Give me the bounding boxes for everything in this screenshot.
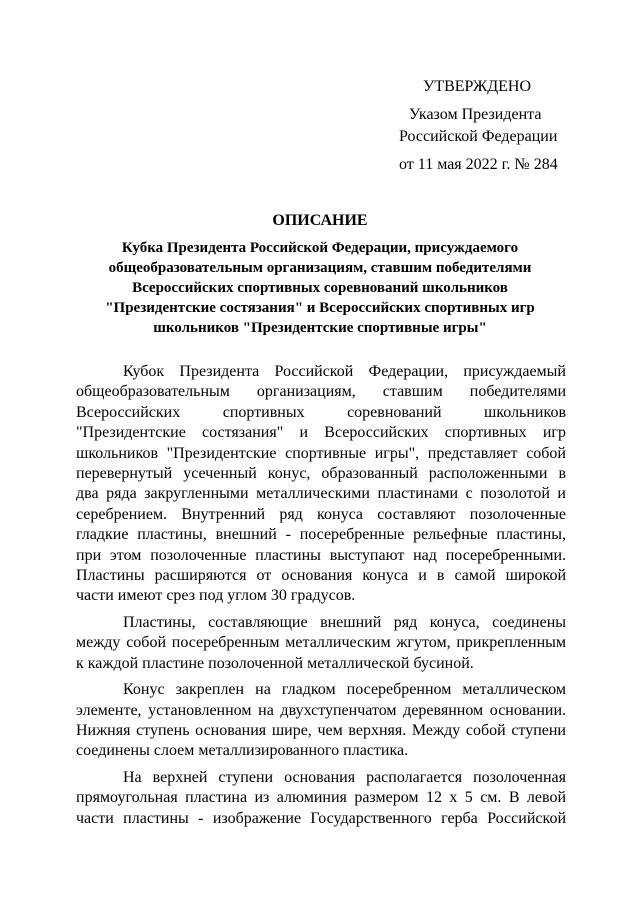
- text-line: два ряда закругленными металлическими пластинами с позолотой и: [76, 485, 566, 503]
- text-line: Конус закреплен на гладком посеребренном металлическом: [123, 681, 566, 699]
- approval-decree: Указом Президента: [409, 106, 542, 123]
- subtitle-line: Всероссийских спортивных соревнований школьников: [132, 280, 508, 296]
- text-line: Нижняя ступень основания шире, чем верхняя. Между собой ступени: [76, 721, 566, 739]
- text-line: к каждой пластине позолоченной металлической бусиной.: [76, 654, 474, 672]
- text-line: гладкие пластины, внешний - посеребренные рельефные пластины,: [76, 526, 566, 544]
- text-line: соединены слоем металлизированного пластика.: [76, 742, 409, 760]
- subtitle-line: "Президентские состязания" и Всероссийских спортивных игр: [105, 300, 535, 316]
- text-line: прямоугольная пластина из алюминия размером 12 x 5 см. В левой: [76, 789, 566, 807]
- text-line: На верхней ступени основания располагается позолоченная: [123, 768, 566, 786]
- subtitle-line: Кубка Президента Российской Федерации, присуждаемого: [121, 240, 519, 256]
- text-line: части имеют срез под углом 30 градусов.: [76, 587, 356, 605]
- text-line: элементе, установленном на двухступенчатом деревянном основании.: [76, 701, 566, 719]
- paragraph: [76, 613, 566, 674]
- text-line: серебрением. Внутренний ряд конуса составляют позолоченные: [76, 505, 566, 523]
- text-line: Пластины, составляющие внешний ряд конуса, соединены: [123, 613, 566, 631]
- text-line: школьников "Президентские спортивные игры", представляет собой: [76, 444, 566, 462]
- document-title: ОПИСАНИЕ: [272, 212, 368, 229]
- text-line: Кубок Президента Российской Федерации, присуждаемый: [123, 363, 566, 380]
- approval-heading: УТВЕРЖДЕНО: [423, 78, 532, 95]
- approval-date: от 11 мая 2022 г. № 284: [399, 156, 558, 173]
- subtitle-line: школьников "Президентские спортивные игры": [153, 320, 487, 336]
- text-line: части пластины - изображение Государственного герба Российской: [76, 809, 566, 827]
- paragraph: [76, 768, 566, 829]
- text-line: перевернутый усеченный конус, образованный расположенными в: [76, 465, 566, 483]
- subtitle-line: общеобразовательным организациям, ставшим победителями: [108, 260, 532, 276]
- text-line: Всероссийских спортивных соревнований школьников: [76, 403, 566, 421]
- text-line: между собой посеребренным металлическим жгутом, прикрепленным: [76, 634, 566, 652]
- paragraph: [76, 680, 566, 762]
- paragraph: [76, 362, 566, 607]
- text-line: при этом позолоченные пластины выступают над посеребренными.: [76, 546, 566, 564]
- document-body: [76, 362, 566, 835]
- text-line: "Президентские состязания" и Всероссийских спортивных игр: [76, 424, 566, 442]
- document-subtitle: [80, 238, 560, 338]
- text-line: общеобразовательным организациям, ставшим победителями: [76, 383, 566, 401]
- text-line: Пластины расширяются от основания конуса и в самой широкой: [76, 567, 566, 585]
- approval-country: Российской Федерации: [399, 128, 558, 145]
